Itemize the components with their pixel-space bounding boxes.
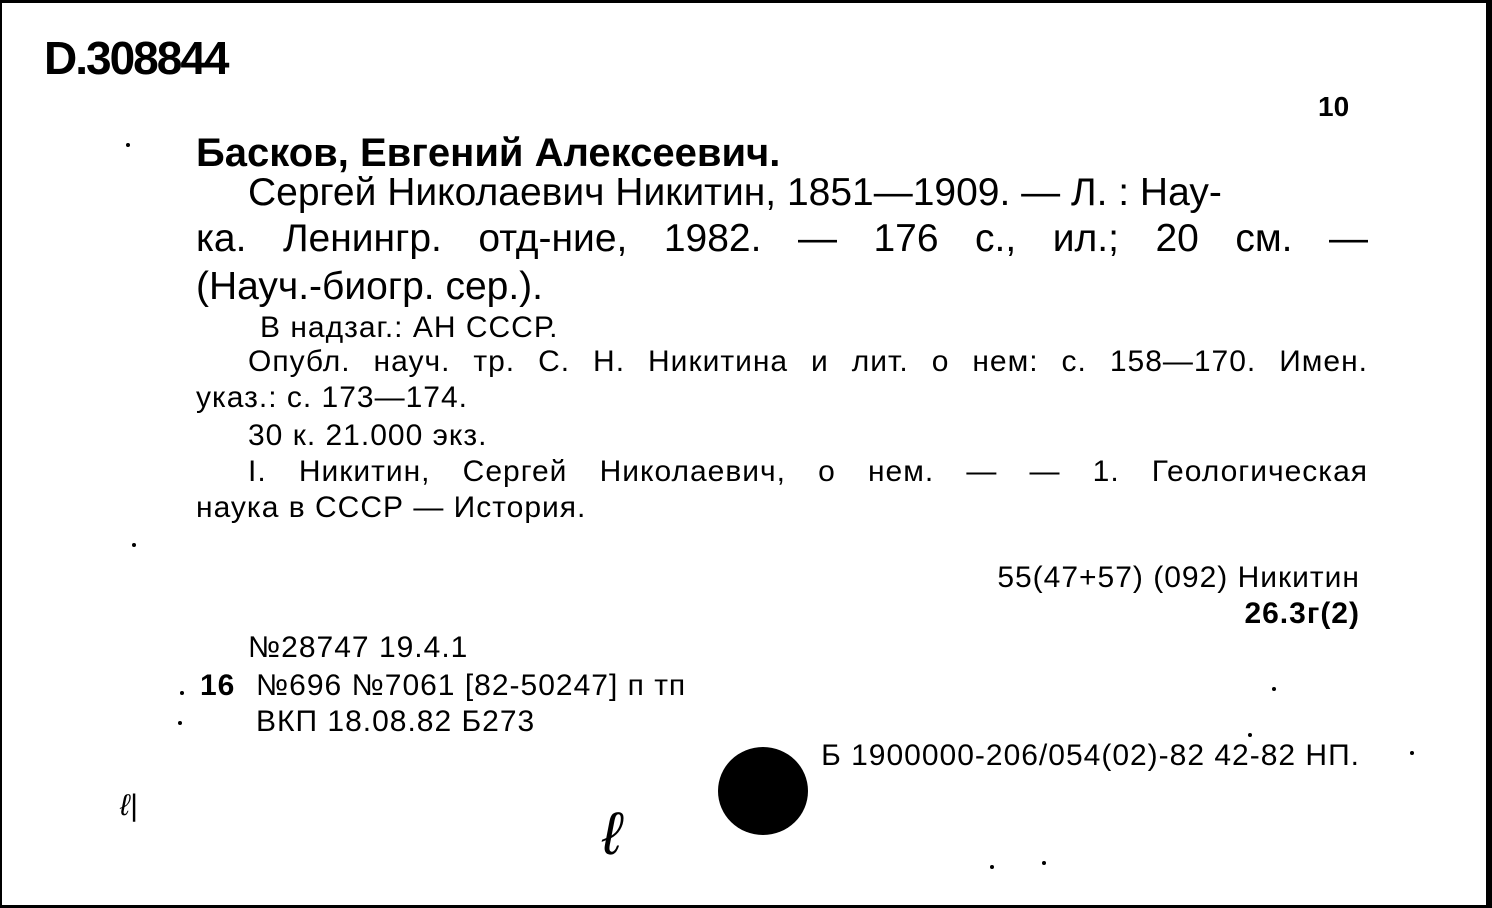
title-line-3: (Науч.-биогр. сер.). [196,265,543,308]
service-line-1: №28747 19.4.1 [248,631,469,664]
title-line-1-text: Сергей Николаевич Никитин, 1851—1909. — Л. : Нау- [248,171,1222,214]
speck [180,691,184,695]
note-price-copies: 30 к. 21.000 экз. [248,419,488,452]
title-line-2: ка. Ленингр. отд-ние, 1982. — 176 с., ил.; 20 см. — [196,217,1368,260]
service-line-3: ВКП 18.08.82 Б273 [256,705,536,738]
speck [1248,733,1252,737]
title-line-1 [248,171,1368,215]
speck [1042,861,1046,865]
note-published-works: Опубл. науч. тр. С. Н. Никитина и лит. о нем: с. 158—170. Имен. [248,345,1368,378]
classification-bbk: 26.3г(2) [1244,597,1360,630]
speck [1410,751,1414,755]
bottom-mark: ℓ [602,800,622,867]
note-subjects-1: I. Никитин, Сергей Николаевич, о нем. — — 1. Геологическая [248,455,1368,488]
speck [178,721,182,725]
bottom-left-mark: ℓ| [120,789,138,822]
speck [126,143,130,147]
note-subjects-2: наука в СССР — История. [196,491,587,524]
speck [132,543,136,547]
classification-udc: 55(47+57) (092) Никитин [997,561,1360,594]
author-heading: Басков, Евгений Алексеевич. [196,131,781,175]
punch-hole [718,747,808,835]
speck [990,865,994,869]
top-right-mark: 10 [1318,91,1350,122]
bottom-code: Б 1900000-206/054(02)-82 42-82 НП. [821,739,1360,772]
note-index: указ.: с. 173—174. [196,381,469,414]
speck [1272,687,1276,691]
call-number: D.308844 [44,32,228,84]
note-header-org: В надзаг.: АН СССР. [260,311,559,344]
service-prefix: 16 [200,669,236,702]
service-line-2: №696 №7061 [82-50247] п тп [256,669,687,702]
